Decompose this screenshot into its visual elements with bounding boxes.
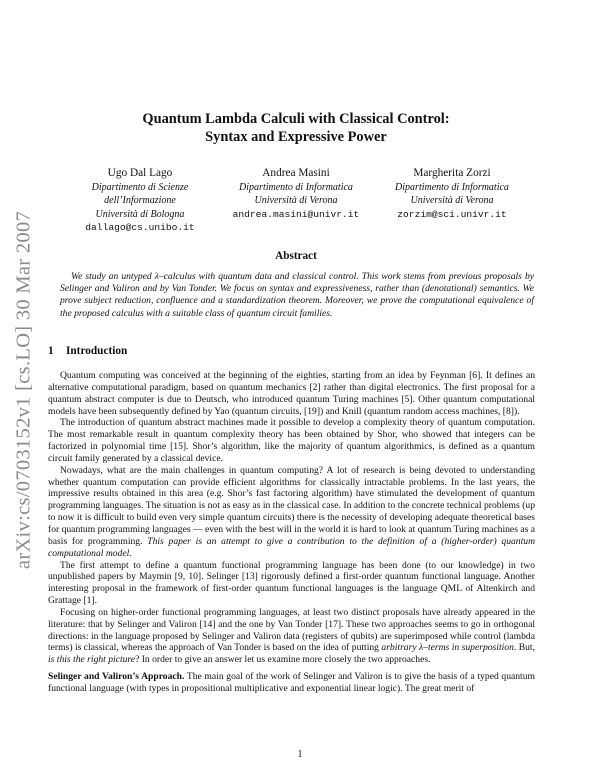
author-university: Università di Verona [254,195,338,207]
title-line-2: Syntax and Expressive Power [205,128,387,145]
arxiv-identifier: arXiv:cs/0703152v1 [cs.LO] 30 Mar 2007 [12,210,35,570]
paragraph-text: Nowadays, what are the main challenges in quantum computing? A lot of research is being devoted to understanding whether quantum computation can provide efficient algorithms for classically intractable problems. In the last years, the impressive results obtained in this area (e.g. Shor’s fast factoring algorithm) have stimulated the development of quantum programming languages. The situation is not as easy as in the classical case. In addition to the concrete technical problems (up to now it is difficult to build even very simple quantum circuits) there is the necessity of developing adequate theoretical bases for quantum programming languages — even with the best will in the world it is hard to look at quantum Turing machines as a basis for programming. [48,464,535,547]
author-email[interactable]: dallago@cs.unibo.it [85,222,195,234]
emphasis-text: arbitrary λ–terms in superposition [381,642,514,654]
body-text [48,370,535,695]
run-in-heading: Selinger and Valiron’s Approach. [48,671,185,683]
author-name: Andrea Masini [262,167,330,179]
author-3 [372,167,532,221]
paragraph: The first attempt to define a quantum functional programming language has been done (to our knowledge) in two unpublished papers by Maymin [9, 10]. Selinger [13] rigorously defined a first-order quantum functional language. Another interesting proposal in the framework of first-order quantum functional languages is the language QML of Altenkirch and Grattage [1]. [48,559,535,607]
author-university: Università di Bologna [95,208,185,220]
author-department: Dipartimento di Scienze dell’Informazione [91,181,189,207]
paper-title [60,111,532,146]
emphasis-text: is this the right picture [48,654,136,666]
author-1 [60,167,220,235]
author-university: Università di Verona [410,195,494,207]
arxiv-watermark [6,210,42,570]
author-name: Ugo Dal Lago [107,167,173,179]
paragraph [48,607,535,666]
author-email[interactable]: zorzim@sci.univr.it [397,208,507,220]
paragraph [48,465,535,560]
abstract-heading: Abstract [275,250,317,262]
author-2 [216,167,376,221]
author-email[interactable]: andrea.masini@univr.it [232,208,360,220]
paragraph-text: The main goal of the work of Selinger and Valiron is to give the basis of a typed quantum functional language (with types in propositional multiplicative and exponential linear logic). The great merit of [48,671,535,694]
page-number: 1 [297,749,303,760]
paragraph-text: ? In order to give an answer let us examine more closely the two approaches. [135,654,431,666]
paragraph: The introduction of quantum abstract machines made it possible to develop a complexity theory of quantum computation. The most remarkable result in quantum complexity theory has been obtained by Shor, who showed that integers can be factorized in polynomial time [15]. Shor’s algorithm, like the majority of quantum algorithmics, is defined as a quantum circuit family generated by a classical device. [48,417,535,464]
author-name: Margherita Zorzi [413,167,491,179]
title-line-1: Quantum Lambda Calculi with Classical Control: [142,111,450,127]
emphasis-text: This paper is an attempt to give a contribution to the definition of a (higher-order) quantum computational model. [48,535,535,559]
section-title: Introduction [66,345,128,357]
author-department: Dipartimento di Informatica [239,181,353,193]
paragraph-text: . But, [513,642,535,654]
abstract-text: We study an untyped λ–calculus with quantum data and classical control. This work stems from previous proposals by Selinger and Valiron and by Van Tonder. We focus on syntax and expressiveness, rather than (denotational) semantics. We prove subject reduction, confluence and a standardization theorem. Moreover, we prove the computational equivalence of the proposed calculus with a suitable class of quantum circuit families. [60,271,534,319]
section-number: 1 [48,345,54,357]
section-heading [48,345,127,357]
paragraph-text: Focusing on higher-order functional programming languages, at least two distinct proposals have already appeared in the literature: that by Selinger and Valiron [14] and the one by Van Tonder [17]. These two approaches seems to go in orthogonal directions: in the language proposed by Selinger and Valiron data (registers of qubits) are superimposed while control (lambda terms) is classical, whereas the approach of Van Tonder is based on the idea of putting [48,606,535,654]
paragraph: Quantum computing was conceived at the beginning of the eighties, starting from an idea by Feynman [6]. It defines an alternative computational paradigm, based on quantum mechanics [2] rather than digital electronics. The first proposal for a quantum abstract computer is due to Deutsch, who introduced quantum Turing machines [5]. Other quantum computational models have been subsequently defined by Yao (quantum circuits, [19]) and Knill (quantum random access machines, [8]). [48,370,535,417]
author-department: Dipartimento di Informatica [395,181,509,193]
paragraph [48,671,535,695]
